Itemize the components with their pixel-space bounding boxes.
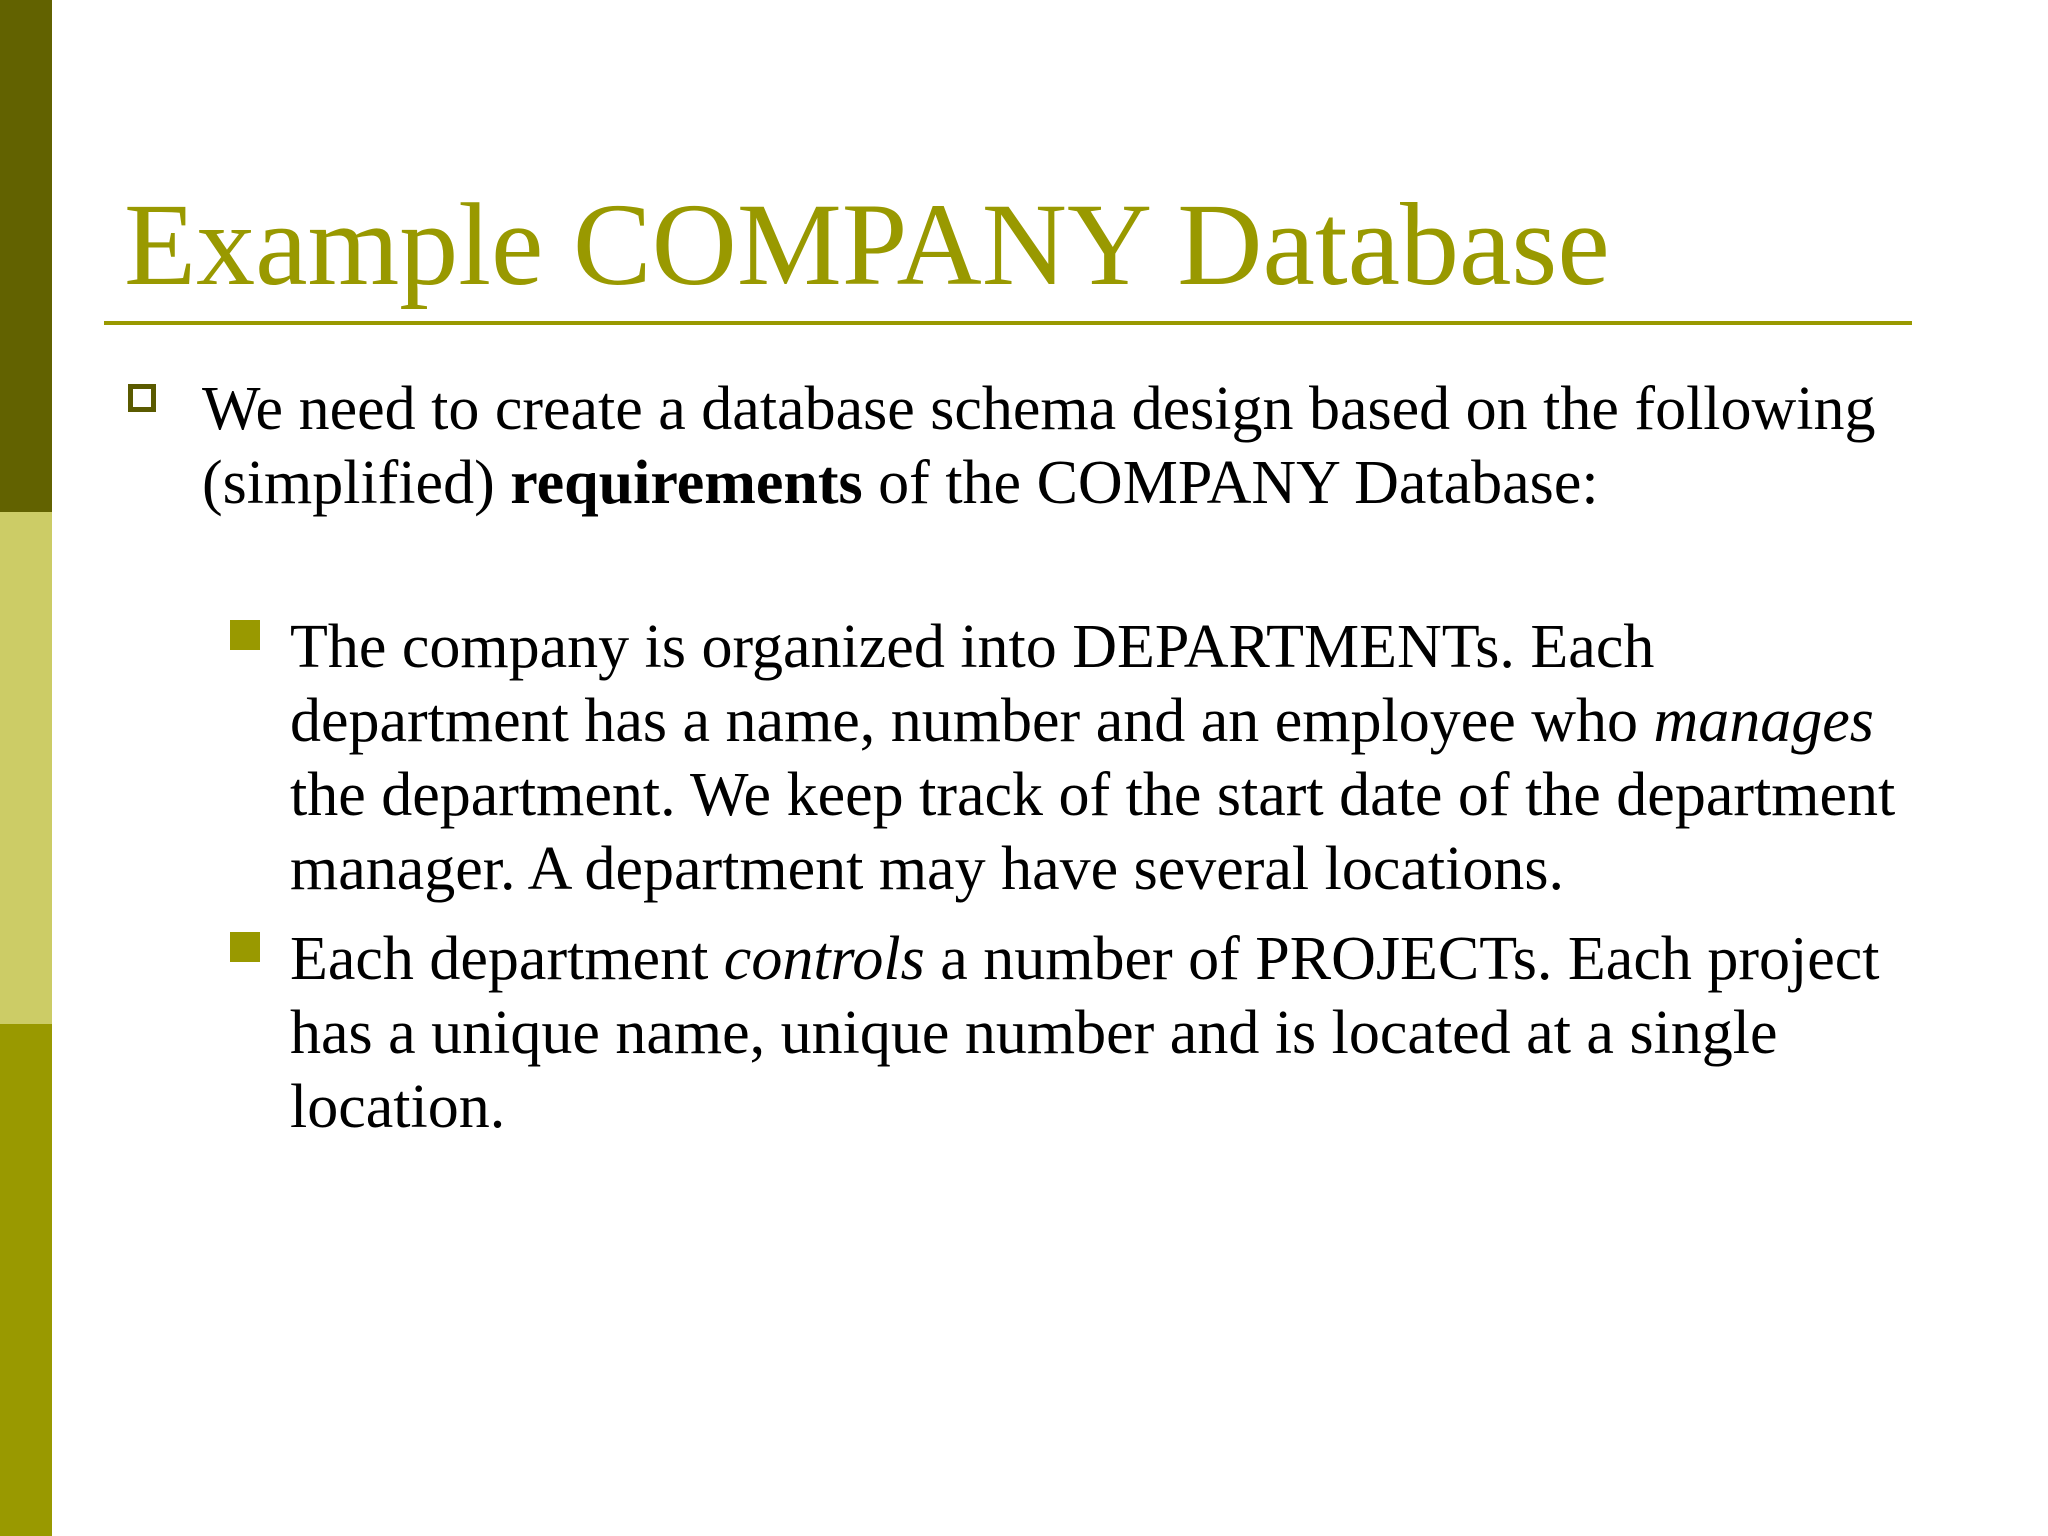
sidebar-segment-middle <box>0 512 52 1024</box>
sub-bullet-text-part: a number of PROJECTs. Each project has a unique name, unique number and is located at a single location. <box>290 925 1880 1141</box>
sub-bullet-italic-word: manages <box>1653 687 1874 755</box>
sidebar-accent-bar <box>0 0 52 1536</box>
main-bullet-text-part: of the COMPANY Database: <box>862 449 1599 517</box>
filled-square-bullet-icon <box>230 620 260 650</box>
sub-bullet-text-part: The company is organized into DEPARTMENTs. Each department has a name, number and an employee who <box>290 613 1655 755</box>
sub-bullet-text <box>290 922 1928 1144</box>
sidebar-segment-top <box>0 0 52 512</box>
sub-bullet-list <box>228 610 1928 1144</box>
filled-square-bullet-icon <box>230 932 260 962</box>
sub-bullet-item-departments <box>228 610 1928 906</box>
sub-bullet-text-part: Each department <box>290 925 724 993</box>
slide-title: Example COMPANY Database <box>124 179 1610 310</box>
title-underline <box>104 321 1912 325</box>
main-bullet-text <box>202 372 1944 520</box>
sub-bullet-text <box>290 610 1928 906</box>
main-bullet <box>124 372 1944 520</box>
sub-bullet-text-part: the department. We keep track of the start date of the department manager. A department may have several locations. <box>290 761 1896 903</box>
sub-bullet-italic-word: controls <box>723 925 925 993</box>
sidebar-segment-bottom <box>0 1024 52 1536</box>
hollow-square-bullet-icon <box>128 384 156 412</box>
main-bullet-text-part: We need to create a database schema design based on the following (simplified) <box>202 375 1876 517</box>
sub-bullet-item-projects <box>228 922 1928 1144</box>
main-bullet-bold-word: requirements <box>510 449 863 517</box>
